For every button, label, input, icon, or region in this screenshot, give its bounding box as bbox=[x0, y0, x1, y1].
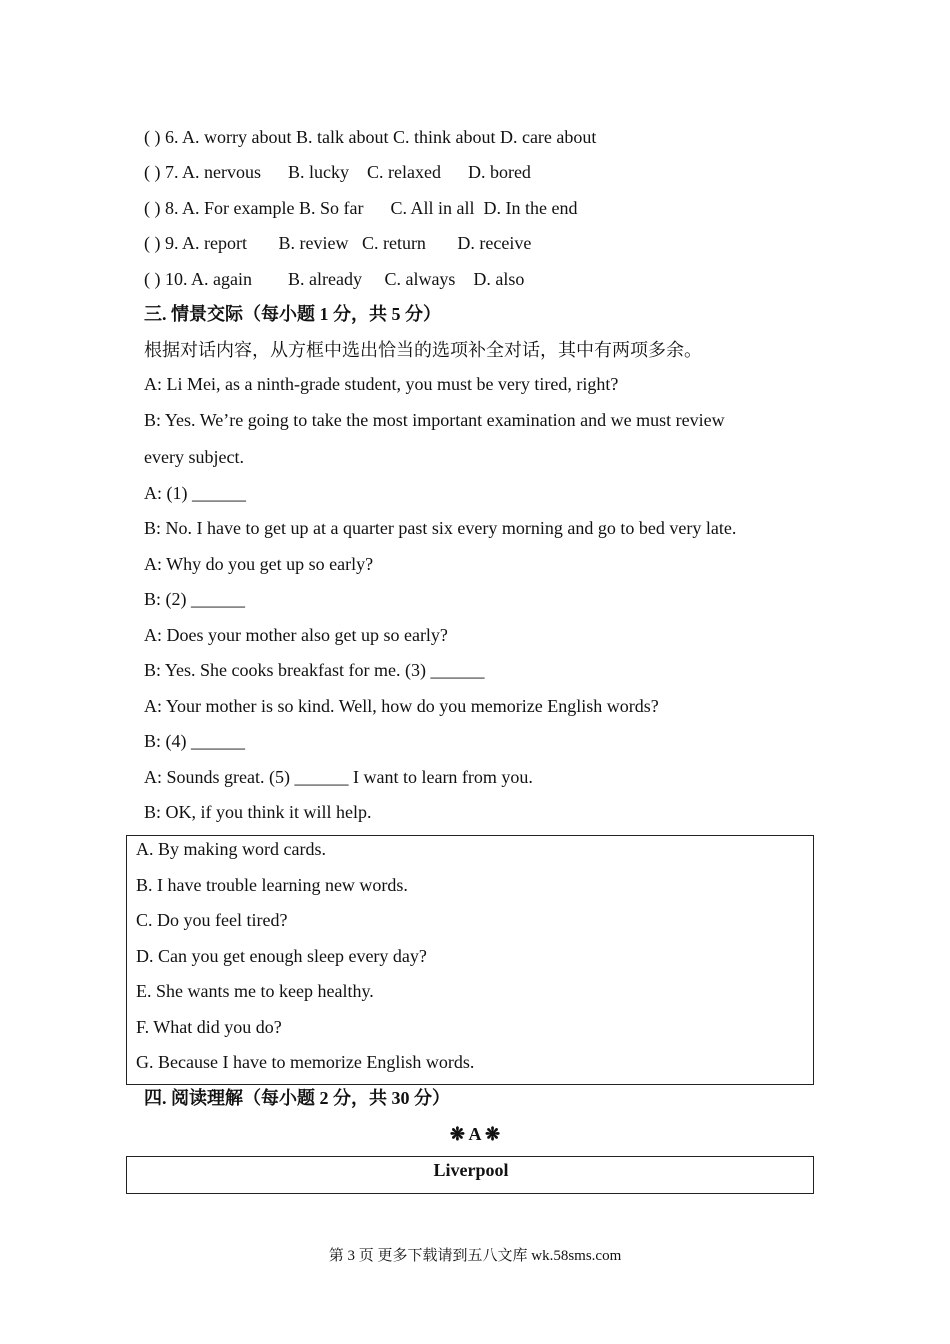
dialogue-line: every subject. bbox=[144, 447, 244, 467]
page-footer: 第 3 页 更多下载请到五八文库 wk.58sms.com bbox=[328, 1248, 622, 1264]
section4-heading: 四. 阅读理解（每小题 2 分，共 30 分） bbox=[144, 1088, 450, 1108]
option-item: F. What did you do? bbox=[136, 1017, 282, 1037]
question-7: ( ) 7. A. nervous B. lucky C. relaxed D. bored bbox=[144, 162, 531, 182]
dialogue-line: B: (4) ______ bbox=[144, 731, 245, 751]
dialogue-line: A: (1) ______ bbox=[144, 483, 246, 503]
option-item: B. I have trouble learning new words. bbox=[136, 875, 408, 895]
option-item: C. Do you feel tired? bbox=[136, 910, 288, 930]
dialogue-line: A: Does your mother also get up so early? bbox=[144, 625, 448, 645]
dialogue-line: B: Yes. She cooks breakfast for me. (3) ______ bbox=[144, 660, 485, 680]
question-10: ( ) 10. A. again B. already C. always D. also bbox=[144, 269, 525, 289]
passage-table bbox=[126, 1156, 814, 1194]
option-item: D. Can you get enough sleep every day? bbox=[136, 946, 427, 966]
dialogue-line: B: Yes. We’re going to take the most important examination and we must review bbox=[144, 410, 725, 430]
section3-instruction: 根据对话内容，从方框中选出恰当的选项补全对话，其中有两项多余。 bbox=[144, 340, 702, 360]
table-title: Liverpool bbox=[433, 1160, 509, 1180]
option-item: A. By making word cards. bbox=[136, 839, 326, 859]
option-item: G. Because I have to memorize English words. bbox=[136, 1052, 475, 1072]
dialogue-line: A: Your mother is so kind. Well, how do you memorize English words? bbox=[144, 696, 659, 716]
option-item: E. She wants me to keep healthy. bbox=[136, 981, 374, 1001]
dialogue-line: A: Li Mei, as a ninth-grade student, you must be very tired, right? bbox=[144, 374, 619, 394]
dialogue-line: A: Sounds great. (5) ______ I want to learn from you. bbox=[144, 767, 533, 787]
dialogue-line: B: No. I have to get up at a quarter past six every morning and go to bed very late. bbox=[144, 518, 737, 538]
dialogue-line: B: OK, if you think it will help. bbox=[144, 802, 372, 822]
question-8: ( ) 8. A. For example B. So far C. All in all D. In the end bbox=[144, 198, 578, 218]
question-6: ( ) 6. A. worry about B. talk about C. think about D. care about bbox=[144, 127, 597, 147]
question-9: ( ) 9. A. report B. review C. return D. receive bbox=[144, 233, 532, 253]
passage-marker: ❋ A ❋ bbox=[449, 1124, 501, 1144]
options-box bbox=[126, 835, 814, 1085]
dialogue-line: B: (2) ______ bbox=[144, 589, 245, 609]
section3-heading: 三. 情景交际（每小题 1 分，共 5 分） bbox=[144, 304, 441, 324]
dialogue-line: A: Why do you get up so early? bbox=[144, 554, 374, 574]
